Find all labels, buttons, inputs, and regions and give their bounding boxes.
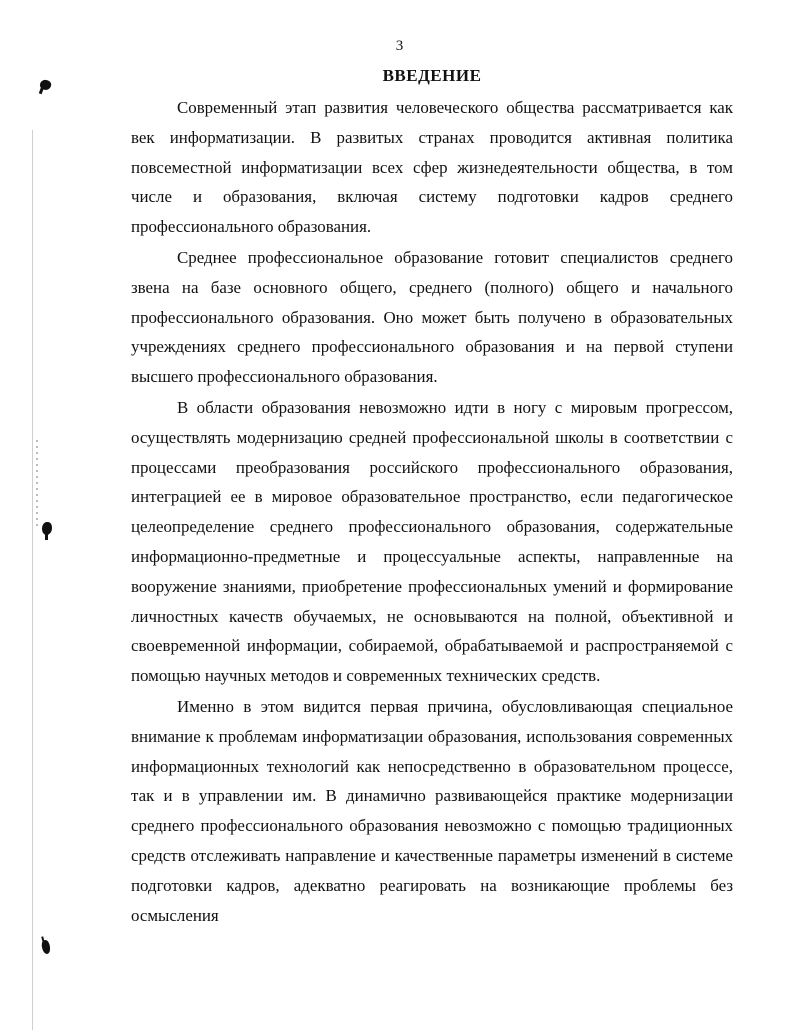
page-title: ВВЕДЕНИЕ bbox=[382, 66, 482, 85]
paragraph: В области образования невозможно идти в ногу с мировым прогрессом, осуществлять модернизацию средней профессиональной школы в соответствии с процессами преобразования российского профессионального образования, интеграцией ее в мировое образовательное пространство, если педагогическое целеопределение среднего профессионального образования, содержательные информационно-предметные и процессуальные аспекты, направленные на вооружение знаниями, приобретение профессиональных умений и формирование личностных качеств обучаемых, не основываются на полной, объективной и своевременной информации, собираемой, обрабатываемой и распространяемой с помощью научных методов и современных технических средств. bbox=[131, 397, 733, 686]
scan-speckle bbox=[36, 440, 38, 530]
document-body bbox=[131, 93, 733, 930]
binding-hole-mark bbox=[40, 939, 51, 955]
page-number: 3 bbox=[395, 38, 404, 54]
paragraph: Среднее профессиональное образование готовит специалистов среднего звена на базе основного общего, среднего (полного) общего и начального профессионального образования. Оно может быть получено в образовательных учреждениях среднего профессионального образования и на первой ступени высшего профессионального образования. bbox=[131, 247, 733, 387]
paragraph: Именно в этом видится первая причина, обусловливающая специальное внимание к проблемам информатизации образования, использования современных информационных технологий как непосредственно в образовательном процессе, так и в управлении им. В динамично развивающейся практике модернизации среднего профессионального образования невозможно с помощью традиционных средств отслеживать направление и качественные параметры изменений в системе подготовки кадров, адекватно реагировать на возникающие проблемы без осмысления bbox=[131, 696, 733, 925]
binding-hole-mark bbox=[42, 522, 52, 535]
paragraph: Современный этап развития человеческого общества рассматривается как век информатизации. В развитых странах проводится активная политика повсеместной информатизации всех сфер жизнедеятельности общества, в том числе и образования, включая систему подготовки кадров среднего профессионального образования. bbox=[131, 98, 733, 237]
scan-margin-line bbox=[32, 130, 33, 1030]
